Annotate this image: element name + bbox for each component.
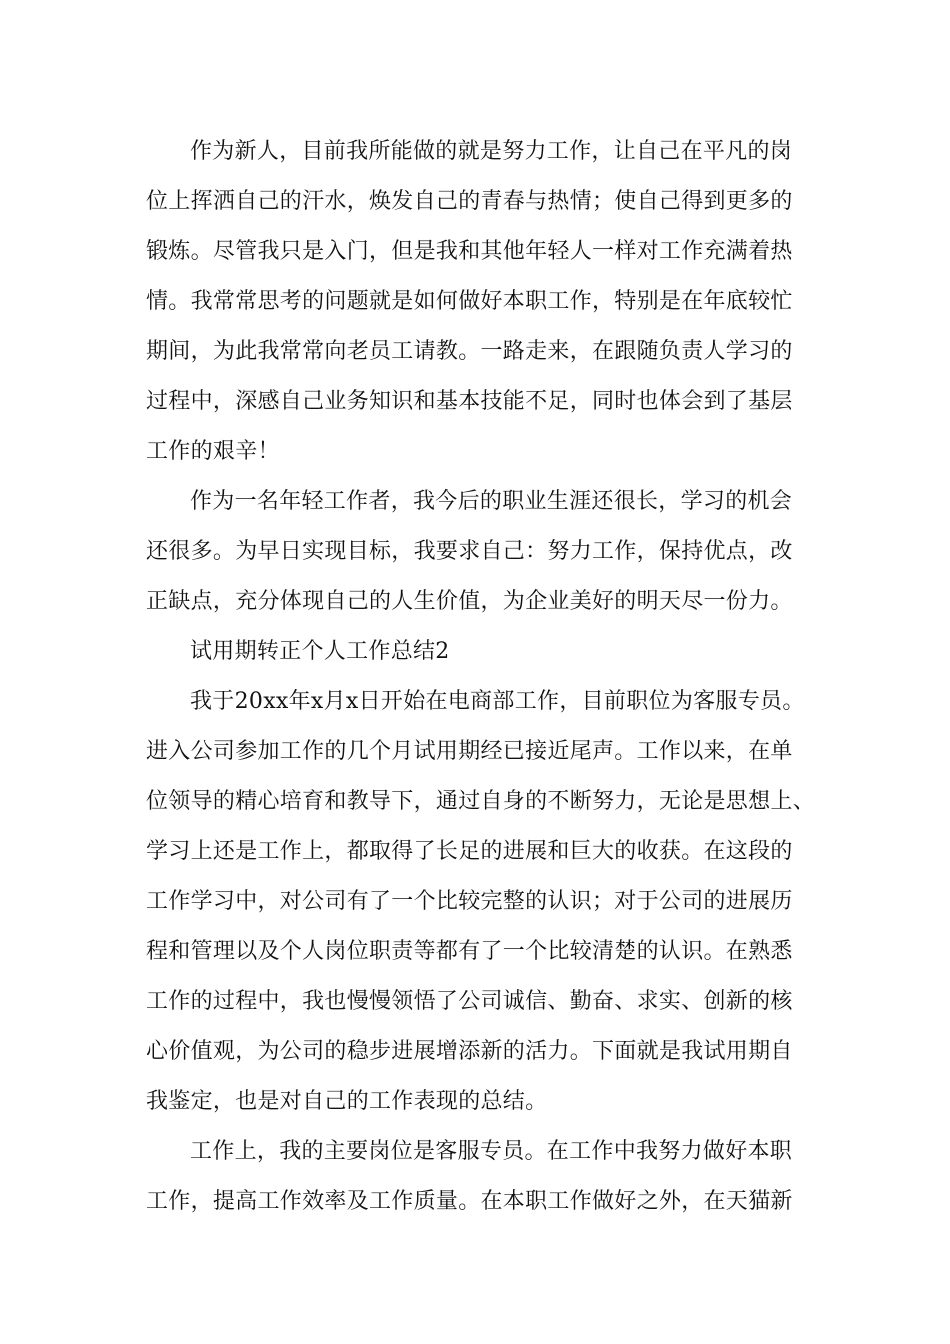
section-heading: 试用期转正个人工作总结2	[190, 639, 450, 664]
paragraph-2-line-3: 正缺点，充分体现自己的人生价值，为企业美好的明天尽一份力。	[146, 589, 793, 614]
paragraph-3-line-5: 工作学习中，对公司有了一个比较完整的认识；对于公司的进展历	[146, 889, 793, 914]
paragraph-1-line-6: 过程中，深感自己业务知识和基本技能不足，同时也体会到了基层	[146, 389, 793, 414]
paragraph-2-line-1: 作为一名年轻工作者，我今后的职业生涯还很长，学习的机会	[190, 489, 793, 514]
paragraph-4-line-1: 工作上，我的主要岗位是客服专员。在工作中我努力做好本职	[190, 1139, 793, 1164]
paragraph-1-line-7: 工作的艰辛！	[146, 439, 280, 464]
paragraph-3-line-9: 我鉴定，也是对自己的工作表现的总结。	[146, 1089, 548, 1114]
paragraph-1-line-1: 作为新人，目前我所能做的就是努力工作，让自己在平凡的岗	[190, 139, 793, 164]
paragraph-2-line-2: 还很多。为早日实现目标，我要求自己：努力工作，保持优点，改	[146, 539, 793, 564]
paragraph-1-line-4: 情。我常常思考的问题就是如何做好本职工作，特别是在年底较忙	[146, 289, 793, 314]
paragraph-1-line-2: 位上挥洒自己的汗水，焕发自己的青春与热情；使自己得到更多的	[146, 189, 793, 214]
paragraph-3-line-7: 工作的过程中，我也慢慢领悟了公司诚信、勤奋、求实、创新的核	[146, 989, 793, 1014]
paragraph-3-line-3: 位领导的精心培育和教导下，通过自身的不断努力，无论是思想上、	[146, 789, 816, 814]
paragraph-3-line-8: 心价值观，为公司的稳步进展增添新的活力。下面就是我试用期自	[146, 1039, 793, 1064]
paragraph-3-line-6: 程和管理以及个人岗位职责等都有了一个比较清楚的认识。在熟悉	[146, 939, 793, 964]
paragraph-3-line-4: 学习上还是工作上，都取得了长足的进展和巨大的收获。在这段的	[146, 839, 793, 864]
paragraph-1-line-3: 锻炼。尽管我只是入门，但是我和其他年轻人一样对工作充满着热	[146, 239, 793, 264]
paragraph-4-line-2: 工作，提高工作效率及工作质量。在本职工作做好之外，在天猫新	[146, 1189, 793, 1214]
paragraph-3-line-2: 进入公司参加工作的几个月试用期经已接近尾声。工作以来，在单	[146, 739, 793, 764]
paragraph-3-line-1: 我于20xx年x月x日开始在电商部工作，目前职位为客服专员。	[190, 689, 805, 714]
paragraph-1-line-5: 期间，为此我常常向老员工请教。一路走来，在跟随负责人学习的	[146, 339, 793, 364]
